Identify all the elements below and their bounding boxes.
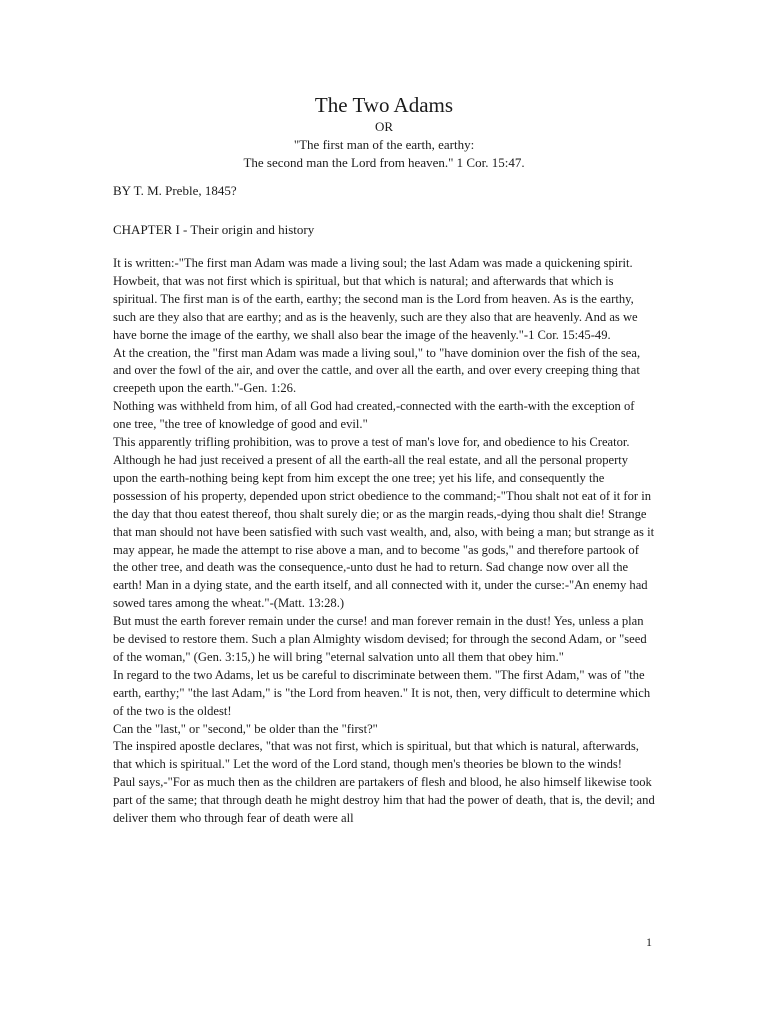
paragraph: But must the earth forever remain under the curse! and man forever remain in the dust! Yes, unless a plan be devised to restore them. Such a plan Almighty wisdom devised; for through the second Adam, or "seed of the woman," (Gen. 3:15,) he will bring "eternal salvation unto all them that obey him." [113, 614, 647, 664]
paragraph: Paul says,-"For as much then as the children are partakers of flesh and blood, he also himself likewise took part of the same; that through death he might destroy him that had the power of death, that is, the devil; and deliver them who through fear of death were all [113, 775, 655, 826]
document-title: The Two Adams [314, 93, 454, 117]
paragraph: Can the "last," or "second," be older than the "first?" [113, 721, 378, 736]
paragraph: At the creation, the "first man Adam was made a living soul," to "have dominion over the fish of the sea, and over the fowl of the air, and over the cattle, and over all the earth, and over every creeping thing that creepeth upon the earth."-Gen. 1:26. [113, 345, 641, 396]
page-number: 1 [646, 935, 652, 949]
paragraph: In regard to the two Adams, let us be careful to discriminate between them. "The first Adam," was of "the earth, earthy;" "the last Adam," is "the Lord from heaven." It is not, then, very difficult to determine which of the two is the oldest! [113, 667, 651, 718]
paragraph: It is written:-"The first man Adam was made a living soul; the last Adam was made a quickening spirit. Howbeit, that was not first which is spiritual, but that which is natural; and afterwards that which is spiritual. The first man is of the earth, earthy; the second man is the Lord from heaven. As is the earthy, such are they also that are earthy; and as is the heavenly, such are they also that are heavenly. And as we have borne the image of the earthy, we shall also bear the image of the heavenly."-1 Cor. 15:45-49. [113, 256, 638, 342]
chapter-heading: CHAPTER I - Their origin and history [113, 222, 315, 237]
paragraph: Nothing was withheld from him, of all God had created,-connected with the earth-with the exception of one tree, "the tree of knowledge of good and evil." [113, 399, 635, 432]
document-header [0, 92, 768, 172]
byline: BY T. M. Preble, 1845? [113, 183, 237, 198]
epigraph-line-2: The second man the Lord from heaven." 1 Cor. 15:47. [243, 155, 525, 170]
epigraph-line-1: "The first man of the earth, earthy: [293, 137, 475, 152]
or-line: OR [374, 119, 394, 134]
body-text [113, 255, 655, 828]
paragraph: The inspired apostle declares, "that was not first, which is spiritual, but that which is natural, afterwards, that which is spiritual." Let the word of the Lord stand, though men's theories be blown to the winds! [113, 739, 639, 772]
paragraph: This apparently trifling prohibition, was to prove a test of man's love for, and obedience to his Creator. Although he had just received a present of all the earth-all the real estate, and all the personal property upon the earth-nothing being kept from him except the one tree; yet his life, and consequently the possession of his property, depended upon strict obedience to the command;-"Thou shalt not eat of it for in the day that thou eatest thereof, thou shalt surely die; or as the margin reads,-dying thou shalt die! Strange that man should not have been satisfied with such vast wealth, and, also, with being a man; but strange as it may appear, he made the attempt to rise above a man, and to become "as gods," and therefore partook of the other tree, and death was the consequence,-unto dust he had to return. Sad change now over all the earth! Man in a dying state, and the earth itself, and all connected with it, under the curse:-"An enemy had sowed tares among the wheat."-(Matt. 13:28.) [113, 435, 655, 611]
